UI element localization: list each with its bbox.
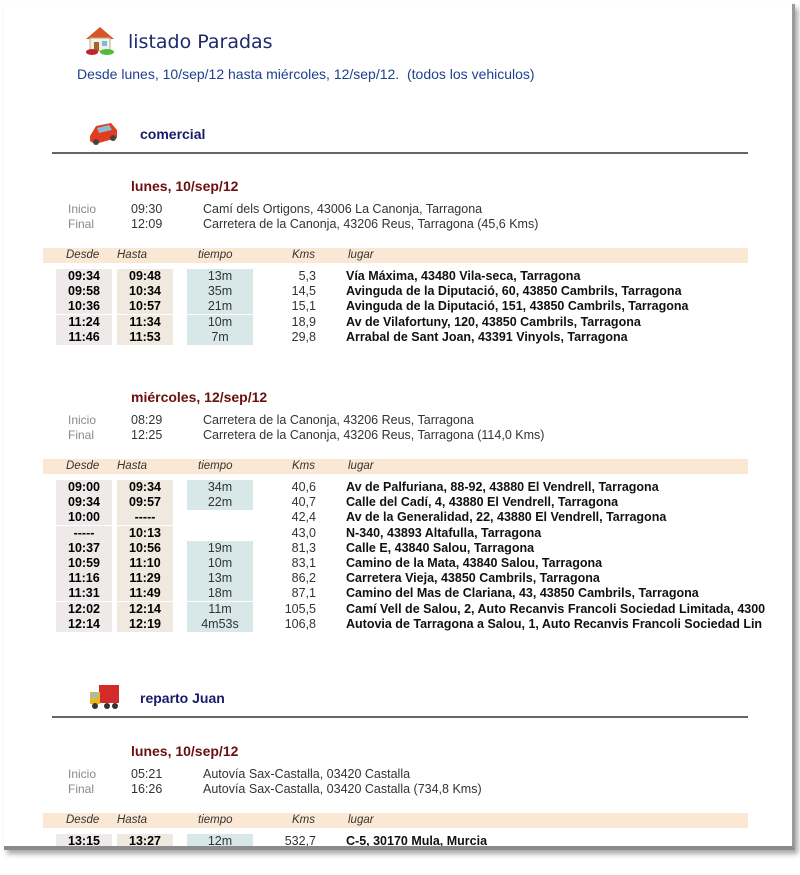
inicio-time: 09:30: [131, 202, 163, 216]
stop-hasta: 09:57: [117, 495, 173, 510]
stop-lugar: Avinguda de la Diputació, 151, 43850 Cambrils, Tarragona: [346, 299, 689, 314]
stop-desde: 10:36: [56, 299, 112, 314]
stop-desde: 09:34: [56, 269, 112, 284]
stop-desde: 11:16: [56, 571, 112, 586]
stop-hasta: 10:13: [117, 526, 173, 541]
final-time: 12:25: [131, 428, 163, 442]
col-kms: Kms: [292, 460, 315, 472]
report-page: [4, 4, 795, 850]
final-time: 16:26: [131, 782, 163, 796]
final-label: Final: [68, 428, 95, 442]
house-icon: [82, 23, 118, 62]
col-kms: Kms: [292, 249, 315, 261]
stop-tiempo: 22m: [187, 495, 253, 510]
stop-tiempo: 11m: [187, 602, 253, 617]
stop-tiempo: 4m53s: [187, 617, 253, 632]
stop-row: [56, 586, 795, 601]
stop-desde: 12:02: [56, 602, 112, 617]
final-place: Carretera de la Canonja, 43206 Reus, Tarragona (114,0 Kms): [203, 428, 545, 442]
stop-kms: 86,2: [291, 571, 316, 586]
stop-tiempo: 13m: [187, 269, 253, 284]
stop-row: [56, 480, 795, 495]
stop-lugar: Avinguda de la Diputació, 60, 43850 Cambrils, Tarragona: [346, 284, 682, 299]
stop-desde: 09:58: [56, 284, 112, 299]
stop-row: [56, 284, 795, 299]
stop-lugar: Av de Vilafortuny, 120, 43850 Cambrils, Tarragona: [346, 314, 641, 329]
stop-hasta: 10:56: [117, 541, 173, 556]
stop-hasta: 11:49: [117, 586, 173, 601]
car-icon: [87, 118, 121, 153]
stop-desde: 09:00: [56, 480, 112, 495]
stop-hasta: 11:53: [117, 330, 173, 345]
col-kms: Kms: [292, 814, 315, 826]
stop-desde: 10:37: [56, 541, 112, 556]
vehicle-name: comercial: [140, 126, 206, 142]
stop-row: [56, 330, 795, 345]
stop-tiempo: 19m: [187, 541, 253, 556]
final-time: 12:09: [131, 217, 163, 231]
col-tiempo: tiempo: [198, 814, 233, 826]
stop-lugar: N-340, 43893 Altafulla, Tarragona: [346, 525, 542, 540]
stop-row: [56, 556, 795, 571]
stop-lugar: Av de la Generalidad, 22, 43880 El Vendrell, Tarragona: [346, 510, 667, 525]
stop-kms: 105,5: [284, 601, 316, 616]
stop-hasta: 09:48: [117, 269, 173, 284]
stop-tiempo: 35m: [187, 284, 253, 299]
vehicle-name: reparto Juan: [140, 690, 225, 706]
stop-lugar: Arrabal de Sant Joan, 43391 Vinyols, Tarragona: [346, 329, 628, 344]
stop-lugar: Calle del Cadí, 4, 43880 El Vendrell, Tarragona: [346, 495, 619, 510]
day-title: lunes, 10/sep/12: [131, 178, 239, 194]
stop-row: [56, 571, 795, 586]
stop-row: [56, 299, 795, 314]
col-hasta: Hasta: [117, 249, 148, 261]
stop-tiempo: 7m: [187, 330, 253, 345]
stop-row: [56, 602, 795, 617]
inicio-time: 08:29: [131, 413, 163, 427]
stop-kms: 43,0: [291, 525, 316, 540]
stop-tiempo: 13m: [187, 571, 253, 586]
vehicle-header: [52, 680, 748, 718]
stop-desde: 09:34: [56, 495, 112, 510]
stop-desde: 11:31: [56, 586, 112, 601]
stop-tiempo: 10m: [187, 315, 253, 330]
inicio-place: Carretera de la Canonja, 43206 Reus, Tarragona: [203, 413, 474, 427]
final-label: Final: [68, 217, 95, 231]
stop-lugar: Autovia de Tarragona a Salou, 1, Auto Recanvis Francoli Sociedad Lin: [346, 616, 763, 631]
stop-desde: 10:59: [56, 556, 112, 571]
stop-kms: 18,9: [291, 314, 316, 329]
stop-hasta: 12:19: [117, 617, 173, 632]
stop-tiempo: 18m: [187, 586, 253, 601]
inicio-place: Camí dels Ortigons, 43006 La Canonja, Tarragona: [203, 202, 483, 216]
stop-lugar: C-5, 30170 Mula, Murcia: [346, 834, 488, 848]
stop-tiempo: 34m: [187, 480, 253, 495]
col-lugar: lugar: [348, 814, 374, 826]
stop-kms: 106,8: [284, 616, 316, 631]
stop-kms: 42,4: [291, 510, 316, 525]
col-desde: Desde: [66, 814, 100, 826]
stop-lugar: Vía Máxima, 43480 Vila-seca, Tarragona: [346, 269, 581, 283]
col-tiempo: tiempo: [198, 460, 233, 472]
stop-kms: 40,7: [291, 495, 316, 510]
date-range-subtitle: Desde lunes, 10/sep/12 hasta miércoles, 12/sep/12. (todos los vehiculos): [77, 66, 535, 82]
table-header: [43, 248, 748, 263]
stop-kms: 15,1: [291, 299, 316, 314]
stop-kms: 40,6: [291, 480, 316, 494]
stop-lugar: Camino de la Mata, 43840 Salou, Tarragona: [346, 556, 603, 570]
stop-hasta: 11:34: [117, 315, 173, 330]
stop-lugar: Av de Palfuriana, 88-92, 43880 El Vendrell, Tarragona: [346, 480, 659, 494]
day-title: lunes, 10/sep/12: [131, 743, 239, 759]
stop-tiempo: 12m: [187, 834, 253, 849]
col-desde: Desde: [66, 249, 100, 261]
stop-hasta: -----: [117, 510, 173, 525]
day-title: miércoles, 12/sep/12: [131, 389, 268, 405]
truck-icon: [87, 682, 121, 717]
stop-kms: 87,1: [291, 586, 316, 601]
stop-row: [56, 510, 795, 525]
stop-tiempo: [187, 526, 253, 541]
stop-kms: 532,7: [284, 834, 316, 848]
col-hasta: Hasta: [117, 814, 148, 826]
stop-hasta: 11:10: [117, 556, 173, 571]
vehicle-section: [4, 680, 748, 718]
stop-desde: 11:24: [56, 315, 112, 330]
stop-tiempo: 21m: [187, 299, 253, 314]
inicio-place: Autovía Sax-Castalla, 03420 Castalla: [203, 767, 411, 781]
stop-row: [56, 495, 795, 510]
stop-hasta: 11:29: [117, 571, 173, 586]
report-header: [82, 22, 273, 62]
stop-tiempo: 10m: [187, 556, 253, 571]
stop-kms: 83,1: [291, 556, 316, 570]
stop-hasta: 10:57: [117, 299, 173, 314]
stop-desde: 13:15: [56, 834, 112, 849]
stop-kms: 29,8: [291, 329, 316, 344]
inicio-label: Inicio: [68, 202, 97, 216]
stop-kms: 14,5: [291, 284, 316, 299]
stop-kms: 5,3: [298, 269, 316, 283]
stop-kms: 81,3: [291, 540, 316, 555]
stop-tiempo: [187, 510, 253, 525]
stop-lugar: Calle E, 43840 Salou, Tarragona: [346, 540, 535, 555]
col-tiempo: tiempo: [198, 249, 233, 261]
stop-lugar: Carretera Vieja, 43850 Cambrils, Tarragona: [346, 571, 600, 586]
vehicle-header: [52, 116, 748, 154]
vehicle-section: [4, 116, 748, 154]
col-lugar: lugar: [348, 460, 374, 472]
inicio-label: Inicio: [68, 413, 97, 427]
stop-hasta: 12:14: [117, 602, 173, 617]
final-place: Autovía Sax-Castalla, 03420 Castalla (734,8 Kms): [203, 782, 482, 796]
stop-lugar: Camí Vell de Salou, 2, Auto Recanvis Francoli Sociedad Limitada, 4300: [346, 601, 766, 616]
stop-desde: 10:00: [56, 510, 112, 525]
stop-desde: -----: [56, 526, 112, 541]
stop-hasta: 10:34: [117, 284, 173, 299]
final-place: Carretera de la Canonja, 43206 Reus, Tarragona (45,6 Kms): [203, 217, 539, 231]
table-header: [43, 459, 748, 474]
stop-lugar: Camino del Mas de Clariana, 43, 43850 Cambrils, Tarragona: [346, 586, 699, 601]
stop-desde: 11:46: [56, 330, 112, 345]
stop-row: [56, 617, 795, 632]
col-desde: Desde: [66, 460, 100, 472]
stop-row: [56, 269, 795, 284]
col-lugar: lugar: [348, 249, 374, 261]
stop-hasta: 13:27: [117, 834, 173, 849]
col-hasta: Hasta: [117, 460, 148, 472]
inicio-label: Inicio: [68, 767, 97, 781]
stop-desde: 12:14: [56, 617, 112, 632]
page-title: listado Paradas: [128, 31, 273, 53]
table-header: [43, 813, 748, 828]
stop-row: [56, 834, 795, 849]
final-label: Final: [68, 782, 95, 796]
stop-hasta: 09:34: [117, 480, 173, 495]
stop-row: [56, 526, 795, 541]
inicio-time: 05:21: [131, 767, 163, 781]
stop-row: [56, 541, 795, 556]
stop-row: [56, 315, 795, 330]
